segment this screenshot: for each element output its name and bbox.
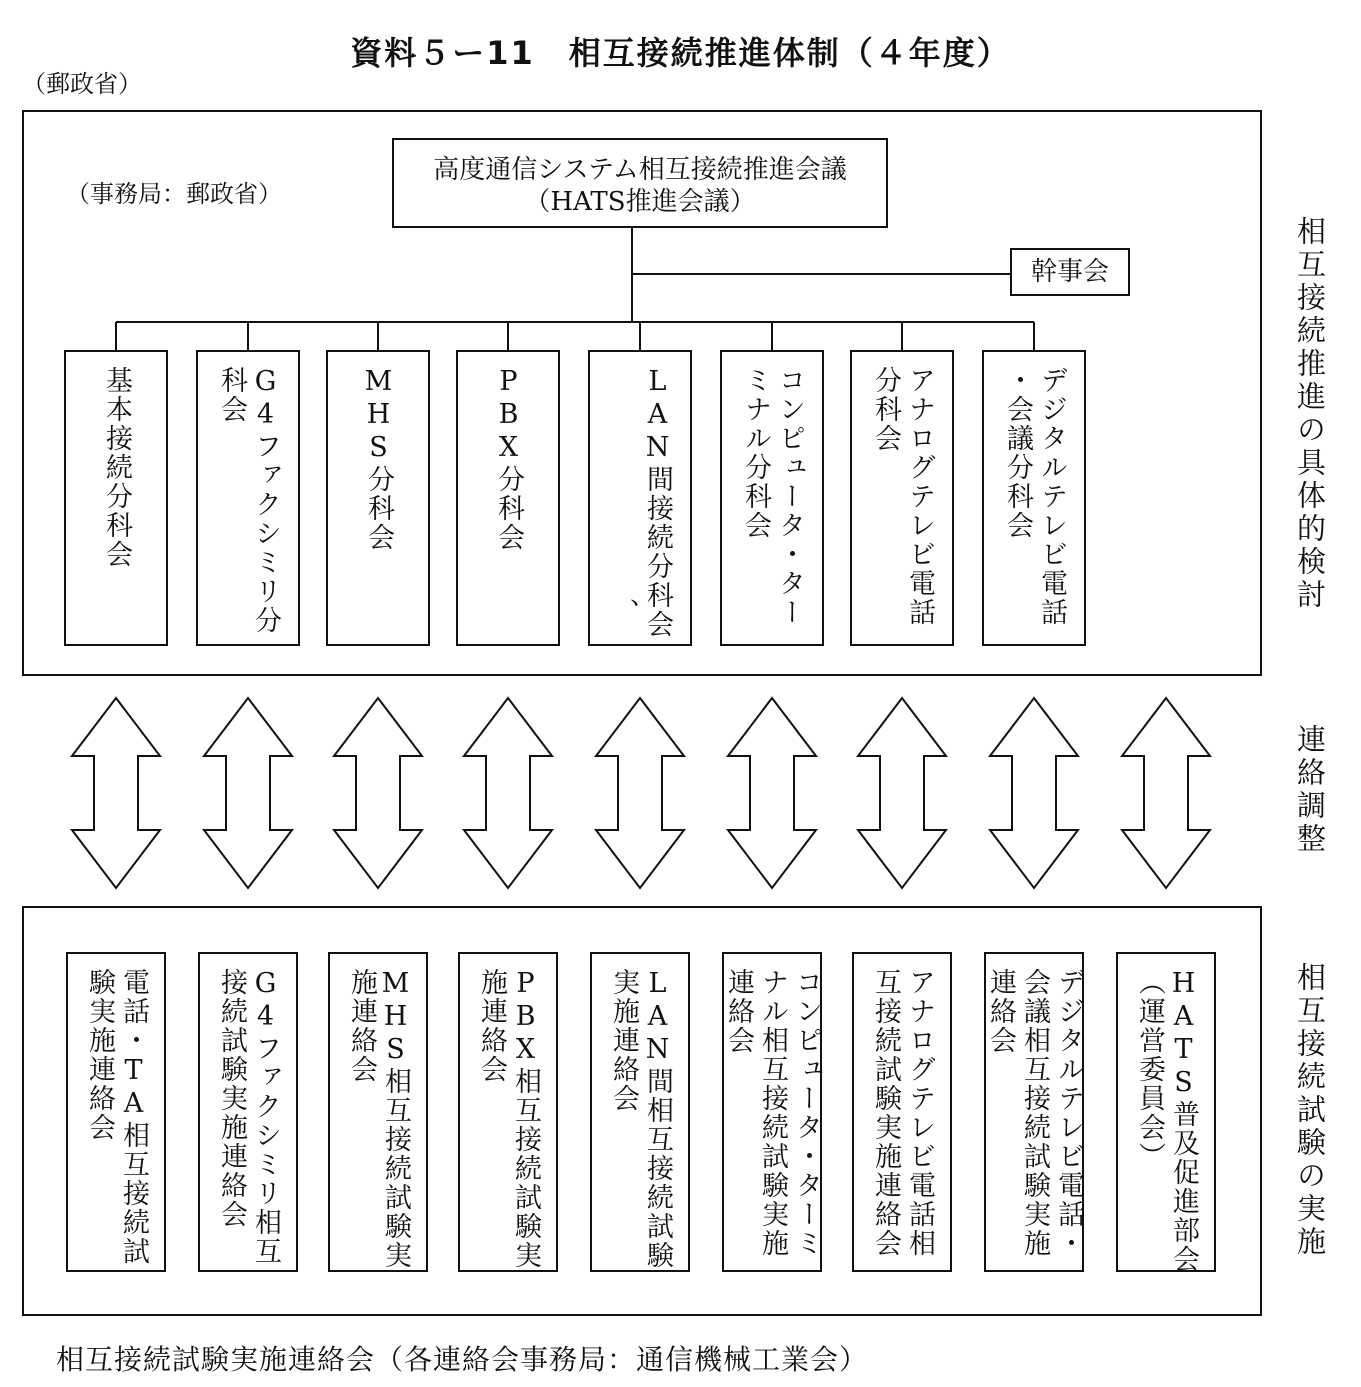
subcommittee-box xyxy=(196,350,300,646)
subcommittee-label: PBX分科会 xyxy=(493,366,524,552)
test-group-label: アナログテレビ電話相 互接続試験実施連絡会 xyxy=(870,968,935,1258)
test-group-box xyxy=(198,952,298,1272)
subcommittee-label: LAN間接続分科会 、 xyxy=(608,366,673,639)
subcommittee-label: MHS分科会 xyxy=(363,366,394,552)
subcommittee-box xyxy=(326,350,430,646)
middle-side-label: 連絡調整 xyxy=(1293,724,1327,856)
subcommittee-box xyxy=(850,350,954,646)
subcommittee-label: アナログテレビ電話 分科会 xyxy=(870,366,935,627)
double-arrow-icon xyxy=(204,698,292,888)
test-group-label: MHS相互接続試験実 施連絡会 xyxy=(346,968,411,1270)
double-arrow-icon xyxy=(1122,698,1210,888)
test-group-label: G4ファクシミリ相互 接続試験実施連絡会 xyxy=(216,968,281,1266)
upper-side-label: 相互接続推進の具体的検討 xyxy=(1293,216,1327,612)
diagram-title: 資料５ー11 相互接続推進体制（４年度） xyxy=(350,34,1011,72)
test-group-box xyxy=(722,952,822,1272)
double-arrow-icon xyxy=(858,698,946,888)
double-arrow-icon xyxy=(990,698,1078,888)
test-group-box xyxy=(852,952,952,1272)
double-arrow-icon xyxy=(72,698,160,888)
test-group-label: コンピュータ・ターミ ナル相互接続試験実施 連絡会 xyxy=(723,968,822,1258)
test-group-box xyxy=(66,952,166,1272)
subcommittee-box xyxy=(720,350,824,646)
test-group-box xyxy=(590,952,690,1272)
double-arrow-icon xyxy=(728,698,816,888)
lower-side-label: 相互接続試験の実施 xyxy=(1293,962,1327,1259)
double-arrow-icon xyxy=(334,698,422,888)
secretariat-label: （事務局：郵政省） xyxy=(66,180,282,208)
test-group-label: LAN間相互接続試験 実施連絡会 xyxy=(608,968,673,1270)
test-group-label: PBX相互接続試験実 施連絡会 xyxy=(476,968,541,1270)
subcommittee-box xyxy=(588,350,692,646)
council-name: 高度通信システム相互接続推進会議 xyxy=(433,155,847,185)
test-group-box xyxy=(984,952,1084,1272)
subcommittee-label: コンピュータ・ター ミナル分科会 xyxy=(740,366,805,627)
test-group-label: デジタルテレビ電話・ 会議相互接続試験実施 連絡会 xyxy=(985,968,1084,1258)
double-arrow-icon xyxy=(464,698,552,888)
council-abbrev: （HATS推進会議） xyxy=(524,187,756,217)
test-group-label: 電話・TA相互接続試 験実施連絡会 xyxy=(84,968,149,1266)
footer-note: 相互接続試験実施連絡会（各連絡会事務局：通信機械工業会） xyxy=(56,1343,869,1376)
subcommittee-label: 基本接続分科会 xyxy=(101,366,132,569)
test-group-box xyxy=(458,952,558,1272)
test-group-box xyxy=(1116,952,1216,1272)
ministry-label: （郵政省） xyxy=(22,70,142,98)
double-arrow-icon xyxy=(596,698,684,888)
subcommittee-label: デジタルテレビ電話 ・会議分科会 xyxy=(1002,366,1067,627)
subcommittee-box xyxy=(456,350,560,646)
subcommittee-label: G4ファクシミリ分 科会 xyxy=(216,366,281,635)
subcommittee-box xyxy=(982,350,1086,646)
test-group-label: HATS普及促進部会 （運営委員会） xyxy=(1134,968,1199,1274)
subcommittee-box xyxy=(64,350,168,646)
executive-committee-box: 幹事会 xyxy=(1010,248,1130,296)
hats-council-box xyxy=(392,138,888,228)
test-group-box xyxy=(328,952,428,1272)
